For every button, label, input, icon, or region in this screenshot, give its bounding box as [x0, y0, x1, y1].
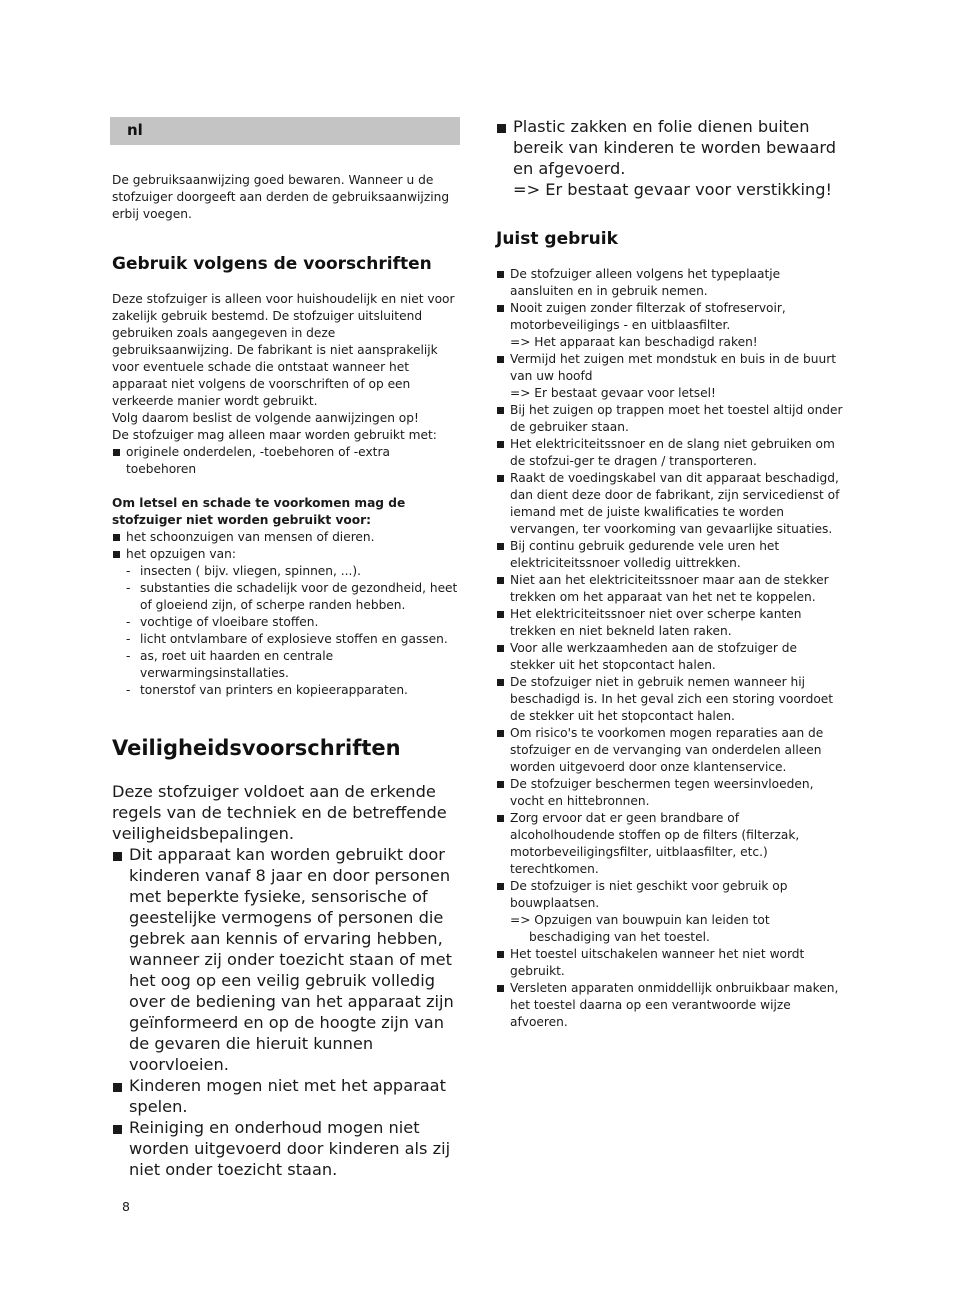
- list-item: - substanties die schadelijk voor de gezondheid, heet of gloeiend zijn, of scherpe randen hebben.: [126, 580, 460, 614]
- list-item: Niet aan het elektriciteitssnoer maar aan de stekker trekken om het apparaat van het net te koppelen.: [496, 572, 844, 606]
- list-item: Vermijd het zuigen met mondstuk en buis in de buurt van uw hoofd => Er bestaat gevaar voor letsel!: [496, 351, 844, 402]
- list-item: - licht ontvlambare of explosieve stoffen en gassen.: [126, 631, 460, 648]
- warning-note: => Het apparaat kan beschadigd raken!: [510, 335, 758, 349]
- warning-note: => Er bestaat gevaar voor verstikking!: [513, 180, 833, 199]
- list-item: - vochtige of vloeibare stoffen.: [126, 614, 460, 631]
- warning-note: => Opzuigen van bouwpuin kan leiden tot beschadiging van het toestel.: [510, 913, 770, 944]
- list-item: De stofzuiger beschermen tegen weersinvloeden, vocht en hittebronnen.: [496, 776, 844, 810]
- safety-bullet-list: [112, 844, 462, 1180]
- usage-line-2: Volg daarom beslist de volgende aanwijzingen op!: [112, 411, 419, 425]
- list-item: Kinderen mogen niet met het apparaat spelen.: [112, 1075, 462, 1117]
- list-item: De stofzuiger niet in gebruik nemen wanneer hij beschadigd is. In het geval zich een storing voordoet de stekker uit het stopcontact halen.: [496, 674, 844, 725]
- warning-bullet-list: [112, 529, 460, 563]
- plastic-warning-list: [496, 116, 846, 200]
- list-item: Versleten apparaten onmiddellijk onbruikbaar maken, het toestel daarna op een verantwoorde wijze afvoeren.: [496, 980, 844, 1031]
- usage-block: [112, 291, 460, 699]
- list-item: Het elektriciteitssnoer en de slang niet gebruiken om de stofzui-ger te dragen / transporteren.: [496, 436, 844, 470]
- list-item: - tonerstof van printers en kopieerapparaten.: [126, 682, 460, 699]
- list-item: Nooit zuigen zonder filterzak of stofreservoir, motorbeveiligings - en uitblaasfilter. => Het apparaat kan beschadigd raken!: [496, 300, 844, 351]
- list-item: Plastic zakken en folie dienen buiten bereik van kinderen te worden bewaard en afgevoerd. => Er bestaat gevaar voor verstikking!: [496, 116, 846, 200]
- usage-paragraph: Deze stofzuiger is alleen voor huishoudelijk en niet voor zakelijk gebruik bestemd. De stofzuiger uitsluitend gebruiken zoals aangegeven in deze gebruiksaanwijzing. De fabrikant is niet aansprakelijk voor eventuele schade die ontstaat wanneer het apparaat niet volgens de voorschriften of op een verkeerde manier wordt gebruikt.: [112, 292, 455, 408]
- correct-use-block: [496, 266, 844, 1031]
- plastic-warning-block: [496, 116, 846, 200]
- list-item: Bij continu gebruik gedurende vele uren het elektriciteitssnoer volledig uittrekken.: [496, 538, 844, 572]
- section-title-usage: Gebruik volgens de voorschriften: [112, 254, 432, 274]
- substances-dash-list: [112, 563, 460, 699]
- language-bar: [110, 117, 460, 145]
- list-item: Voor alle werkzaamheden aan de stofzuiger de stekker uit het stopcontact halen.: [496, 640, 844, 674]
- list-item: Reiniging en onderhoud mogen niet worden uitgevoerd door kinderen als zij niet onder toezicht staan.: [112, 1117, 462, 1180]
- safety-block: [112, 781, 462, 1180]
- list-item: - as, roet uit haarden en centrale verwarmingsinstallaties.: [126, 648, 460, 682]
- language-label: nl: [127, 121, 143, 139]
- warning-note: => Er bestaat gevaar voor letsel!: [510, 386, 716, 400]
- warning-heading: Om letsel en schade te voorkomen mag de stofzuiger niet worden gebruikt voor:: [112, 496, 406, 527]
- correct-use-list: [496, 266, 844, 1031]
- usage-line-3: De stofzuiger mag alleen maar worden gebruikt met:: [112, 428, 437, 442]
- list-item: het schoonzuigen van mensen of dieren.: [112, 529, 460, 546]
- page-number: 8: [122, 1199, 130, 1214]
- section-title-safety: Veiligheidsvoorschriften: [112, 736, 401, 760]
- list-item: Om risico's te voorkomen mogen reparaties aan de stofzuiger en de vervanging van onderdelen alleen worden uitgevoerd door onze klantenservice.: [496, 725, 844, 776]
- list-item: De stofzuiger is niet geschikt voor gebruik op bouwplaatsen. => Opzuigen van bouwpuin kan leiden tot beschadiging van het toestel.: [496, 878, 844, 946]
- safety-paragraph: Deze stofzuiger voldoet aan de erkende regels van de techniek en de betreffende veiligheidsbepalingen.: [112, 782, 447, 843]
- list-item: Zorg ervoor dat er geen brandbare of alcoholhoudende stoffen op de filters (filterzak, motorbeveiligingsfilter, uitblaasfilter, etc.) terechtkomen.: [496, 810, 844, 878]
- list-item: Dit apparaat kan worden gebruikt door kinderen vanaf 8 jaar en door personen met beperkte fysieke, sensorische of geestelijke vermogens of personen die gebrek aan kennis of ervaring hebben, wanneer zij onder toezicht staan of met het oog op een veilig gebruik volledig over de bediening van het apparaat zijn geïnformeerd en op de hoogte zijn van de gevaren die hieruit kunnen voorvloeien.: [112, 844, 462, 1075]
- list-item: Het toestel uitschakelen wanneer het niet wordt gebruikt.: [496, 946, 844, 980]
- list-item: De stofzuiger alleen volgens het typeplaatje aansluiten en in gebruik nemen.: [496, 266, 844, 300]
- usage-bullet-list: [112, 444, 460, 478]
- list-item: - insecten ( bijv. vliegen, spinnen, ...).: [126, 563, 460, 580]
- list-item: Het elektriciteitssnoer niet over scherpe kanten trekken en niet bekneld laten raken.: [496, 606, 844, 640]
- list-item: originele onderdelen, -toebehoren of -extra toebehoren: [112, 444, 460, 478]
- list-item: het opzuigen van:: [112, 546, 460, 563]
- intro-text: De gebruiksaanwijzing goed bewaren. Wanneer u de stofzuiger doorgeeft aan derden de gebruiksaanwijzing erbij voegen.: [112, 173, 450, 221]
- list-item: Raakt de voedingskabel van dit apparaat beschadigd, dan dient deze door de fabrikant, zijn servicedienst of iemand met de juiste kwalificaties te worden vervangen, ter voorkoming van gevaarlijke situaties.: [496, 470, 844, 538]
- section-title-correct-use: Juist gebruik: [496, 229, 618, 249]
- list-item: Bij het zuigen op trappen moet het toestel altijd onder de gebruiker staan.: [496, 402, 844, 436]
